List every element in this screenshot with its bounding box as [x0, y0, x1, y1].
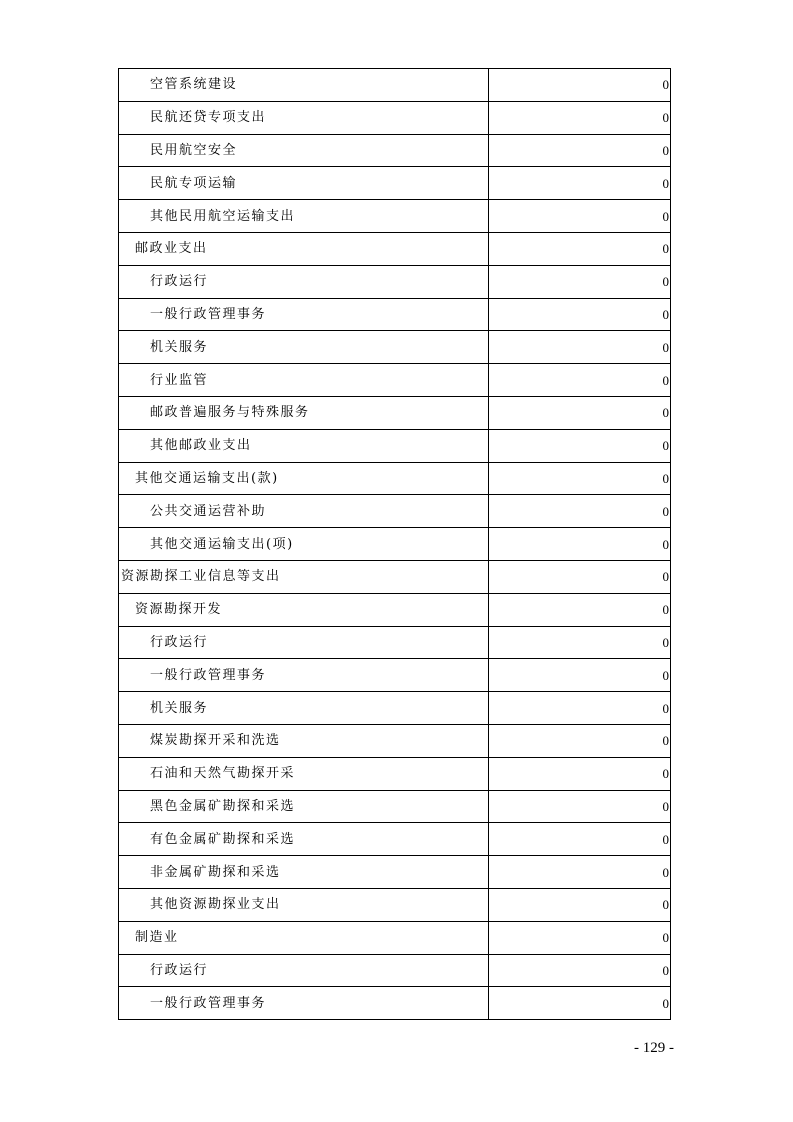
amount-cell: 0	[488, 790, 670, 823]
item-name-cell: 空管系统建设	[119, 69, 489, 102]
table-row	[119, 528, 671, 561]
item-name-cell: 民航专项运输	[119, 167, 489, 200]
amount-cell: 0	[488, 232, 670, 265]
amount-cell: 0	[488, 331, 670, 364]
table-row	[119, 232, 671, 265]
table-row	[119, 134, 671, 167]
table-row	[119, 429, 671, 462]
amount-cell: 0	[488, 888, 670, 921]
amount-cell: 0	[488, 724, 670, 757]
table-row	[119, 462, 671, 495]
amount-cell: 0	[488, 823, 670, 856]
amount-cell: 0	[488, 396, 670, 429]
budget-table	[118, 68, 671, 1020]
item-name-cell: 行政运行	[119, 265, 489, 298]
item-name-cell: 其他资源勘探业支出	[119, 888, 489, 921]
item-name-cell: 石油和天然气勘探开采	[119, 757, 489, 790]
table-row	[119, 921, 671, 954]
item-name-cell: 黑色金属矿勘探和采选	[119, 790, 489, 823]
table-row	[119, 856, 671, 889]
amount-cell: 0	[488, 593, 670, 626]
item-name-cell: 其他民用航空运输支出	[119, 200, 489, 233]
amount-cell: 0	[488, 528, 670, 561]
item-name-cell: 行政运行	[119, 954, 489, 987]
item-name-cell: 机关服务	[119, 331, 489, 364]
table-row	[119, 265, 671, 298]
item-name-cell: 公共交通运营补助	[119, 495, 489, 528]
table-row	[119, 987, 671, 1020]
table-row	[119, 495, 671, 528]
table-row	[119, 364, 671, 397]
amount-cell: 0	[488, 462, 670, 495]
item-name-cell: 煤炭勘探开采和洗选	[119, 724, 489, 757]
table-row	[119, 692, 671, 725]
table-body	[119, 69, 671, 1020]
table-row	[119, 200, 671, 233]
table-row	[119, 790, 671, 823]
table-row	[119, 560, 671, 593]
table-row	[119, 757, 671, 790]
table-row	[119, 823, 671, 856]
amount-cell: 0	[488, 659, 670, 692]
item-name-cell: 民用航空安全	[119, 134, 489, 167]
item-name-cell: 邮政普遍服务与特殊服务	[119, 396, 489, 429]
table-row	[119, 396, 671, 429]
item-name-cell: 非金属矿勘探和采选	[119, 856, 489, 889]
amount-cell: 0	[488, 626, 670, 659]
amount-cell: 0	[488, 298, 670, 331]
amount-cell: 0	[488, 921, 670, 954]
amount-cell: 0	[488, 560, 670, 593]
amount-cell: 0	[488, 265, 670, 298]
amount-cell: 0	[488, 987, 670, 1020]
table-row	[119, 724, 671, 757]
item-name-cell: 一般行政管理事务	[119, 987, 489, 1020]
item-name-cell: 其他交通运输支出(款)	[119, 462, 489, 495]
amount-cell: 0	[488, 856, 670, 889]
table-row	[119, 626, 671, 659]
amount-cell: 0	[488, 101, 670, 134]
table-row	[119, 331, 671, 364]
amount-cell: 0	[488, 757, 670, 790]
item-name-cell: 民航还贷专项支出	[119, 101, 489, 134]
table-row	[119, 69, 671, 102]
item-name-cell: 行政运行	[119, 626, 489, 659]
table-row	[119, 167, 671, 200]
amount-cell: 0	[488, 429, 670, 462]
table-row	[119, 659, 671, 692]
table-row	[119, 593, 671, 626]
table-row	[119, 954, 671, 987]
amount-cell: 0	[488, 364, 670, 397]
page-number: - 129 -	[634, 1040, 674, 1056]
amount-cell: 0	[488, 69, 670, 102]
item-name-cell: 一般行政管理事务	[119, 659, 489, 692]
amount-cell: 0	[488, 495, 670, 528]
item-name-cell: 一般行政管理事务	[119, 298, 489, 331]
item-name-cell: 行业监管	[119, 364, 489, 397]
table-row	[119, 101, 671, 134]
item-name-cell: 资源勘探开发	[119, 593, 489, 626]
item-name-cell: 制造业	[119, 921, 489, 954]
table-row	[119, 298, 671, 331]
item-name-cell: 有色金属矿勘探和采选	[119, 823, 489, 856]
amount-cell: 0	[488, 692, 670, 725]
amount-cell: 0	[488, 954, 670, 987]
table-row	[119, 888, 671, 921]
item-name-cell: 其他交通运输支出(项)	[119, 528, 489, 561]
item-name-cell: 机关服务	[119, 692, 489, 725]
amount-cell: 0	[488, 200, 670, 233]
item-name-cell: 其他邮政业支出	[119, 429, 489, 462]
amount-cell: 0	[488, 167, 670, 200]
item-name-cell: 邮政业支出	[119, 232, 489, 265]
item-name-cell: 资源勘探工业信息等支出	[119, 560, 489, 593]
amount-cell: 0	[488, 134, 670, 167]
